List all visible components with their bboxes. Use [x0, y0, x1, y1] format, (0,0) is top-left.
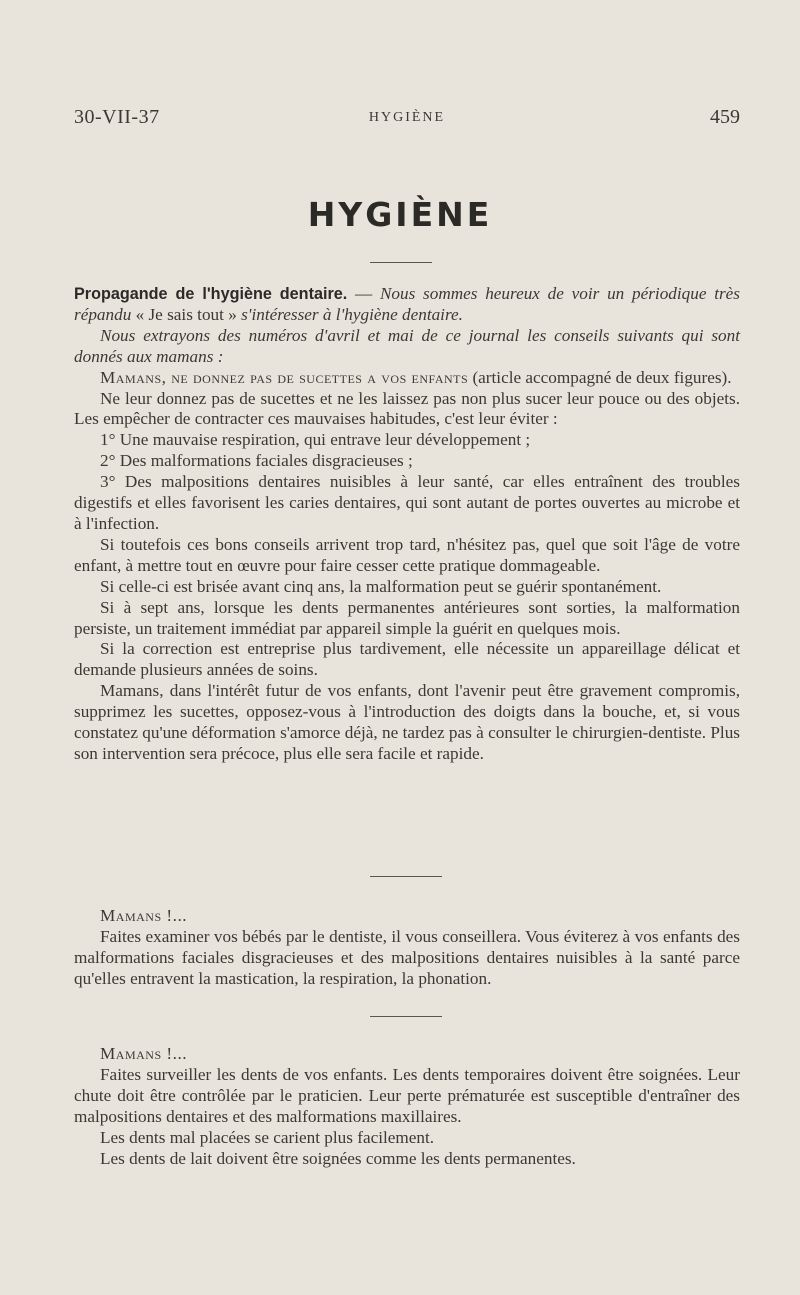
section-block	[74, 906, 740, 990]
article-caption	[74, 368, 740, 389]
paragraph: Ne leur donnez pas de sucettes et ne les laissez pas non plus sucer leur pouce ou des objets. Les empêcher de contracter ces mauvaises habitudes, c'est leur éviter :	[74, 388, 740, 429]
intro-roman: « Je sais tout »	[131, 304, 242, 324]
divider-rule	[370, 1016, 442, 1017]
article-intro	[74, 284, 740, 326]
divider-rule	[370, 262, 432, 263]
paragraph: Les dents mal placées se carient plus facilement.	[100, 1127, 435, 1147]
intro-italic-2: s'intéresser à l'hygiène dentaire.	[241, 304, 463, 324]
page-title: HYGIÈNE	[307, 195, 493, 234]
article-body	[74, 284, 740, 765]
paragraph: Si la correction est entreprise plus tardivement, elle nécessite un appareillage délicat et demande plusieurs années de soins.	[74, 639, 740, 680]
issue-date: 30-VII-37	[74, 106, 160, 128]
paragraph: Mamans, dans l'intérêt futur de vos enfants, dont l'avenir peut être gravement compromis, supprimez les sucettes, opposez-vous à l'introduction des doigts dans la bouche, et, si vous constatez qu'une déformation s'amorce déjà, ne tardez pas à consulter le chirurgien-dentiste. Plus son intervention sera précoce, plus elle sera facile et rapide.	[74, 681, 740, 763]
paragraph: Si celle-ci est brisée avant cinq ans, la malformation peut se guérir spontanément.	[100, 576, 662, 596]
running-head	[74, 106, 740, 136]
paragraph: Si toutefois ces bons conseils arrivent trop tard, n'hésitez pas, quel que soit l'âge de votre enfant, à mettre tout en œuvre pour faire cesser cette pratique dommageable.	[74, 534, 740, 575]
intro-dash: —	[347, 284, 380, 303]
intro-italic-1: Nous sommes heureux de voir un périodique très répandu	[74, 284, 741, 324]
paragraph: Faites examiner vos bébés par le dentiste, il vous conseillera. Vous éviterez à vos enfants des malformations faciales disgracieuses et des malpositions dentaires nuisibles à la santé parce qu'elles entravent la mastication, la respiration, la phonation.	[74, 926, 740, 988]
paragraph: Si à sept ans, lorsque les dents permanentes antérieures sont sorties, la malformation persiste, un traitement immédiat par appareil simple la guérit en quelques mois.	[74, 597, 740, 638]
divider-rule	[370, 876, 442, 877]
list-item: 1° Une mauvaise respiration, qui entrave leur développement ;	[100, 430, 531, 450]
paragraph: Faites surveiller les dents de vos enfants. Les dents temporaires doivent être soignées. Leur chute doit être contrôlée par le praticien. Leur perte prématurée est susceptible d'entraîner des malpositions dentaires et des malformations maxillaires.	[74, 1064, 740, 1126]
section-heading: Mamans !...	[100, 906, 188, 925]
intro-paragraph: Nous extrayons des numéros d'avril et mai de ce journal les conseils suivants qui sont donnés aux mamans :	[74, 325, 740, 366]
page-number: 459	[710, 106, 740, 128]
section-block	[74, 1044, 740, 1169]
list-item: 3° Des malpositions dentaires nuisibles à leur santé, car elles entraînent des troubles digestifs et elles favorisent les caries dentaires, qui sont autant de portes ouvertes au microbe et à l'infection.	[74, 472, 740, 533]
paragraph: Les dents de lait doivent être soignées comme les dents permanentes.	[100, 1148, 576, 1168]
section-name: HYGIÈNE	[368, 110, 446, 125]
caption-caps: Mamans, ne donnez pas de sucettes a vos enfants	[100, 367, 469, 387]
article-heading: Propagande de l'hygiène dentaire.	[74, 285, 348, 303]
caption-rest: (article accompagné de deux figures).	[468, 367, 732, 387]
list-item: 2° Des malformations faciales disgracieuses ;	[100, 451, 413, 471]
section-heading: Mamans !...	[100, 1044, 188, 1063]
